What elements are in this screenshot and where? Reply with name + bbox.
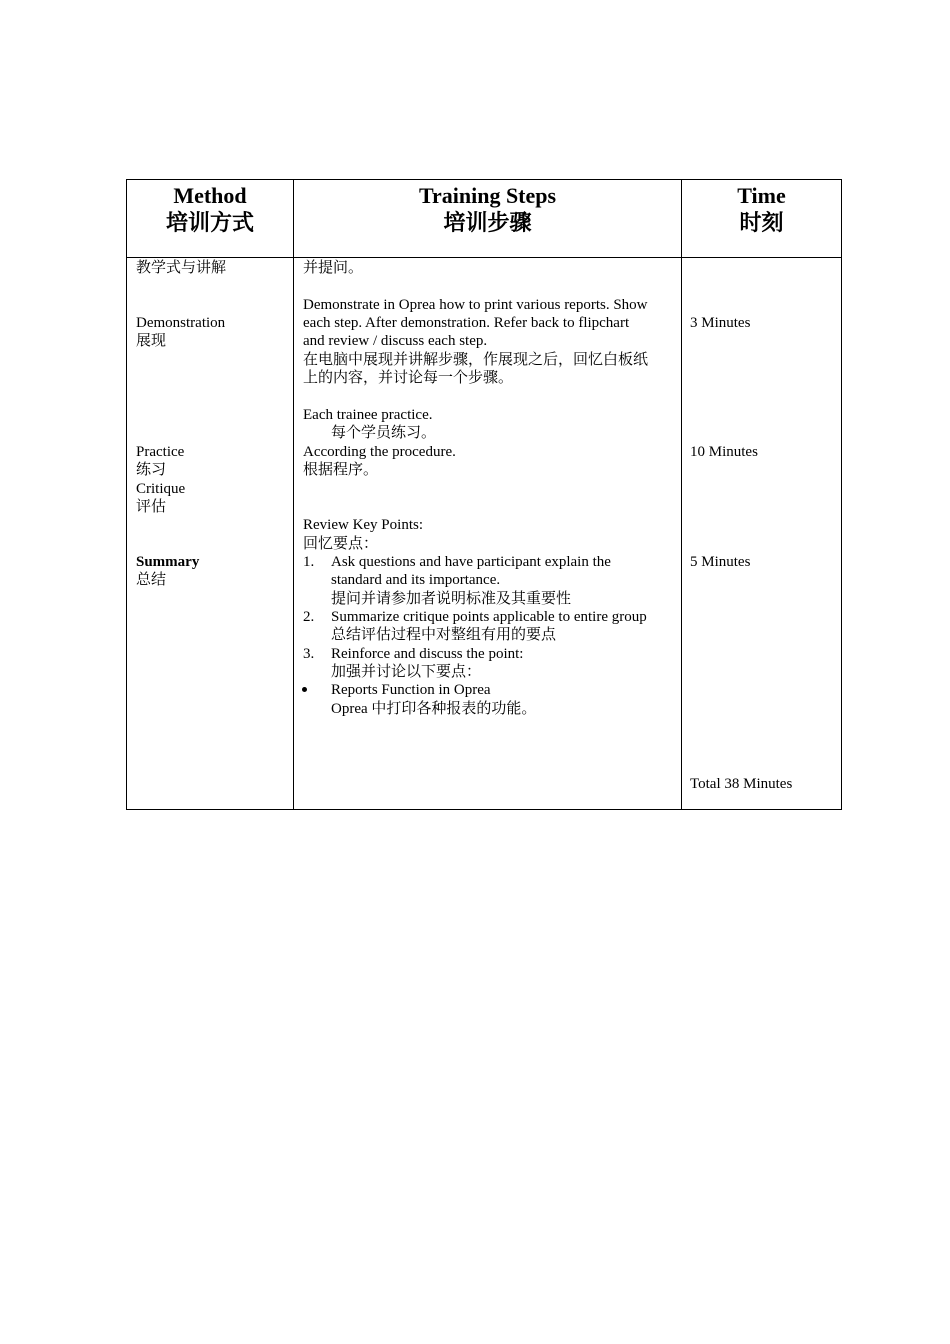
list-item-3-zh: 加强并讨论以下要点： [331,664,482,680]
bullet-line2: Oprea 中打印各种报表的功能。 [331,701,537,717]
method-critique-zh: 评估 [136,499,167,515]
step-practice-zh: 每个学员练习。 [331,425,437,441]
step-procedure-zh: 根据程序。 [303,462,379,478]
list-item-3-line1: Reinforce and discuss the point: [331,646,524,662]
list-item-1-line2: standard and its importance. [331,572,501,588]
header-time [682,180,841,258]
header-method-en: Method [173,183,247,208]
time-total: Total 38 Minutes [690,776,793,792]
step-demo-zh-line2: 上的内容，并讨论每一个步骤。 [303,370,514,386]
header-method [127,180,293,258]
step-demo-line3: and review / discuss each step. [303,333,488,349]
list-item-2-line1: Summarize critique points applicable to entire group [331,609,647,625]
training-table [126,179,842,810]
method-lecture: 教学式与讲解 [136,260,227,276]
method-demonstration-zh: 展现 [136,333,167,349]
step-demo-line2: each step. After demonstration. Refer back to flipchart [303,315,630,331]
method-practice-en: Practice [136,444,185,460]
header-steps-zh: 培训步骤 [443,210,532,235]
header-time-en: Time [737,183,786,208]
method-critique-en: Critique [136,481,186,497]
list-item-marker: 2. [303,609,315,625]
step-demo-zh-line1: 在电脑中展现并讲解步骤，作展现之后，回忆白板纸 [303,352,649,368]
column-divider-2 [681,180,682,809]
step-practice-en: Each trainee practice. [303,407,433,423]
method-summary-en: Summary [136,554,200,570]
method-summary-zh: 总结 [136,572,167,588]
list-item-2-zh: 总结评估过程中对整组有用的要点 [331,627,557,643]
time-summary: 5 Minutes [690,554,751,570]
header-method-zh: 培训方式 [165,210,254,235]
step-demo-line1: Demonstrate in Oprea how to print various reports. Show [303,297,648,313]
method-demonstration-en: Demonstration [136,315,226,331]
list-item-marker: 3. [303,646,315,662]
step-procedure-en: According the procedure. [303,444,456,460]
step-ask-question: 并提问。 [303,260,364,276]
list-item-1-line1: Ask questions and have participant explain the [331,554,611,570]
header-time-zh: 时刻 [739,210,784,235]
time-demo: 3 Minutes [690,315,751,331]
header-steps-en: Training Steps [418,183,557,208]
list-item-1-zh: 提问并请参加者说明标准及其重要性 [331,591,572,607]
step-review-en: Review Key Points: [303,517,423,533]
method-practice-zh: 练习 [136,462,167,478]
list-item-marker: 1. [303,554,315,570]
time-practice: 10 Minutes [690,444,758,460]
column-divider-1 [293,180,294,809]
bullet-line1: Reports Function in Oprea [331,682,491,698]
header-training-steps [294,180,681,258]
bullet-icon [302,687,307,692]
step-review-zh: 回忆要点： [303,536,379,552]
